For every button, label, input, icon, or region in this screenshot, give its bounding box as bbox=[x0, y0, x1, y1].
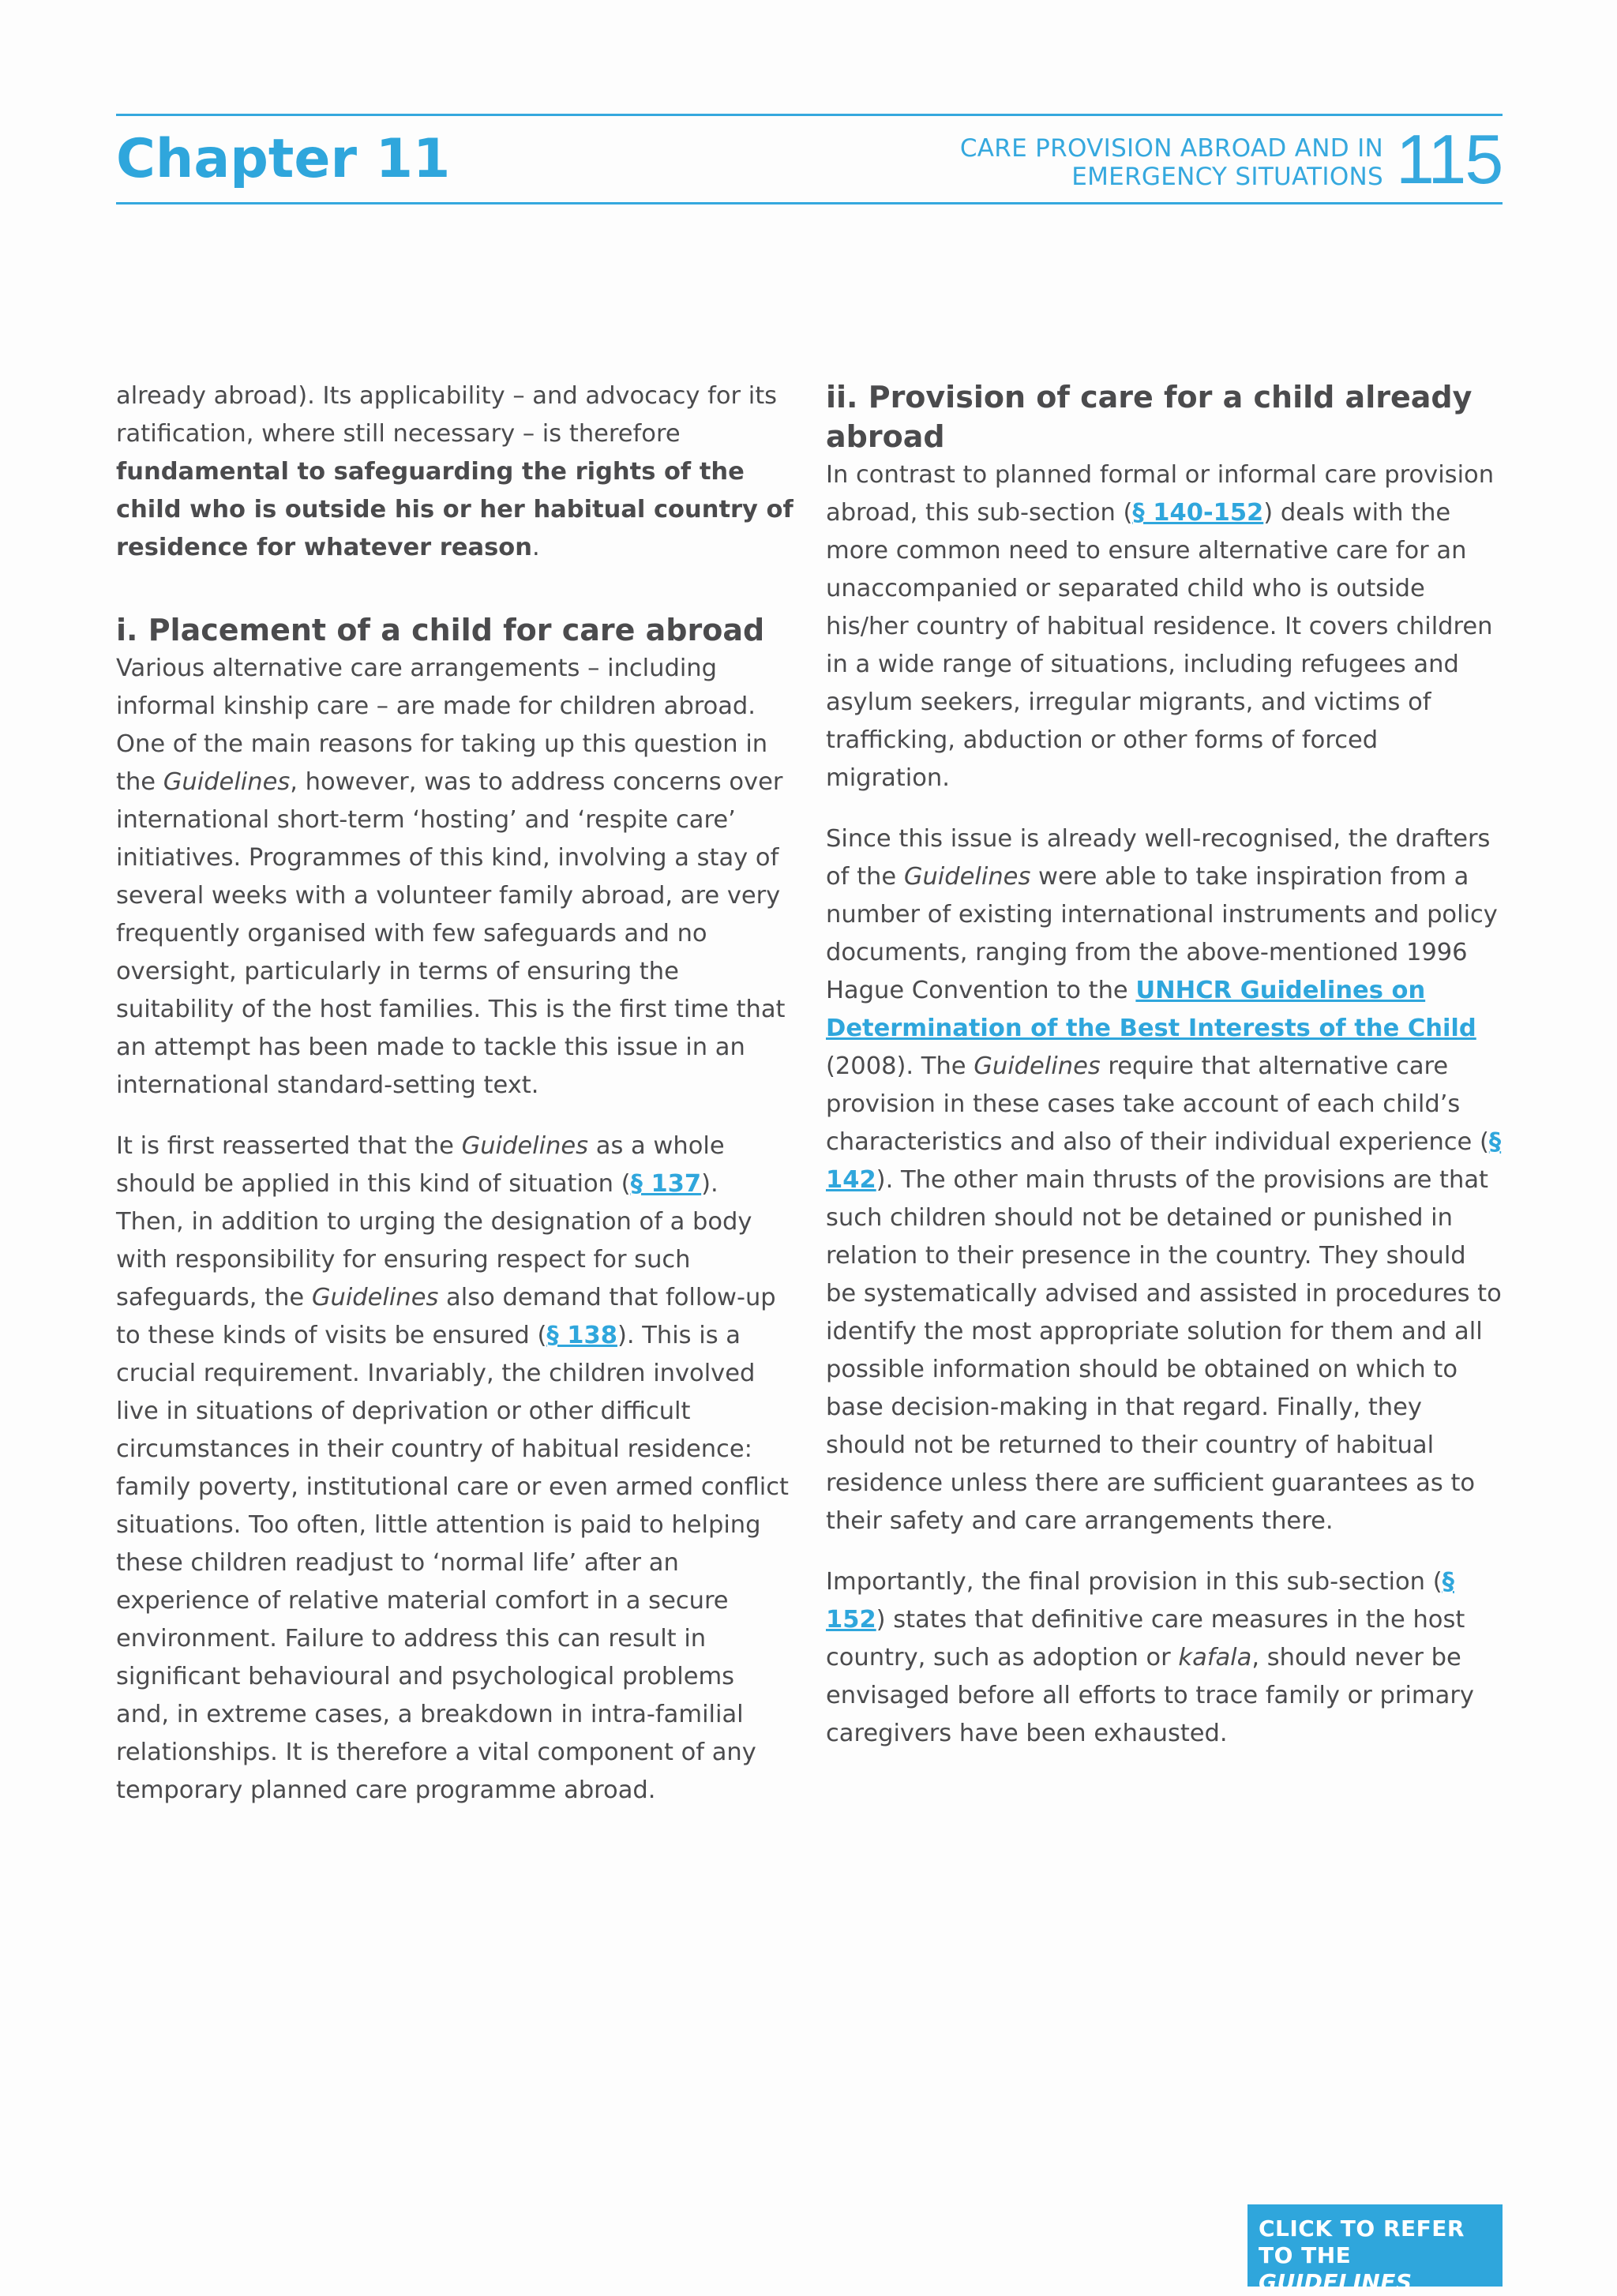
italic-run: kafala bbox=[1178, 1644, 1252, 1671]
text-run: ). Then, in addition to urging the designation of a body with responsibility for ensuring respect for such safeguards, the bbox=[116, 1170, 752, 1311]
text-run: require that alternative care provision in these cases take account of each child’s characteristics and also of their individual experience ( bbox=[826, 1052, 1489, 1156]
text-run: ). The other main thrusts of the provisions are that such children should not be detained or punished in relation to their presence in the country. They should be systematically advised and assisted in procedures to identify the most appropriate solution for them and all possible information should be obtained on which to base decision-making in that regard. Finally, they should not be returned to their country of habitual residence unless there are sufficient guarantees as to their safety and care arrangements there. bbox=[826, 1166, 1502, 1535]
text-run: (2008). The bbox=[826, 1052, 974, 1080]
header-rule-top bbox=[116, 114, 1503, 116]
heading-placement-abroad: i. Placement of a child for care abroad bbox=[116, 613, 765, 647]
ref-link-142[interactable]: § 142 bbox=[826, 1128, 1502, 1194]
cta-line1: CLICK TO REFER bbox=[1259, 2215, 1465, 2242]
text-run: also demand that follow-up to these kinds of visits be ensured ( bbox=[116, 1284, 776, 1349]
section-title bbox=[941, 134, 1383, 191]
italic-run: Guidelines bbox=[311, 1284, 439, 1311]
paragraph-placement-2 bbox=[116, 1127, 793, 1810]
text-run: , should never be envisaged before all efforts to trace family or primary caregivers have been exhausted. bbox=[826, 1644, 1474, 1747]
intro-paragraph bbox=[116, 377, 793, 567]
text-run: , however, was to address concerns over international short-term ‘hosting’ and ‘respite care’ initiatives. Programmes of this kind, involving a stay of several weeks with a volunteer family abroad, are very frequently organised with few safeguards and no oversight, particularly in terms of ensuring the suitability of the host families. This is the first time that an attempt has been made to tackle this issue in an international standard-setting text. bbox=[116, 768, 786, 1099]
text-run: In contrast to planned formal or informal care provision abroad, this sub-section ( bbox=[826, 461, 1495, 527]
italic-run: Guidelines bbox=[974, 1052, 1101, 1080]
italic-run: Guidelines bbox=[903, 863, 1031, 891]
paragraph-abroad-1 bbox=[826, 456, 1503, 797]
text-run: were able to take inspiration from a number of existing international instruments and policy documents, ranging from the above-mentioned 1996 Hague Convention to the bbox=[826, 863, 1498, 1004]
ref-link-137[interactable]: § 137 bbox=[630, 1170, 702, 1198]
ref-link-140-152[interactable]: § 140-152 bbox=[1132, 499, 1264, 527]
text-run: already abroad). Its applicability – and advocacy for its ratification, where still necessary – is therefore bbox=[116, 382, 778, 448]
text-run: as a whole should be applied in this kind of situation ( bbox=[116, 1132, 725, 1198]
heading-care-already-abroad: ii. Provision of care for a child already abroad bbox=[826, 380, 1473, 454]
text-run: . bbox=[531, 534, 540, 561]
bold-run: fundamental to safeguarding the rights of the child who is outside his or her habitual country of residence for whatever reason bbox=[116, 458, 793, 561]
text-run: It is first reasserted that the bbox=[116, 1132, 462, 1160]
cta-line2 bbox=[1259, 2242, 1503, 2296]
ref-link-152[interactable]: § 152 bbox=[826, 1568, 1454, 1634]
italic-run: Guidelines bbox=[163, 768, 291, 796]
refer-to-guidelines-button[interactable] bbox=[1247, 2204, 1503, 2295]
section-title-line1: CARE PROVISION ABROAD AND IN bbox=[959, 134, 1383, 163]
chapter-label: Chapter 11 bbox=[116, 128, 451, 190]
paragraph-placement-1 bbox=[116, 650, 793, 1105]
section-title-line2: EMERGENCY SITUATIONS bbox=[1071, 163, 1383, 191]
italic-run: Guidelines bbox=[461, 1132, 589, 1160]
paragraph-abroad-3 bbox=[826, 1563, 1503, 1753]
text-run: ) deals with the more common need to ensure alternative care for an unaccompanied or separated child who is outside his/her country of habitual residence. It covers children in a wide range of situations, including refugees and asylum seekers, irregular migrants, and victims of trafficking, abduction or other forms of forced migration. bbox=[826, 499, 1493, 792]
ref-link-138[interactable]: § 138 bbox=[546, 1322, 617, 1349]
page-number: 115 bbox=[1396, 120, 1503, 198]
text-run: Since this issue is already well-recognised, the drafters of the bbox=[826, 825, 1491, 891]
text-run: Importantly, the final provision in this sub-section ( bbox=[826, 1568, 1443, 1596]
cta-line2-prefix: TO THE bbox=[1259, 2242, 1352, 2268]
paragraph-abroad-2 bbox=[826, 820, 1503, 1540]
text-run: Various alternative care arrangements – including informal kinship care – are made for children abroad. One of the main reasons for taking up this question in the bbox=[116, 655, 768, 796]
header-rule-bottom bbox=[116, 202, 1503, 204]
unhcr-guidelines-link[interactable]: UNHCR Guidelines on Determination of the Best Interests of the Child bbox=[826, 977, 1476, 1042]
left-column bbox=[116, 377, 793, 1833]
right-column bbox=[826, 377, 1503, 1776]
cta-line2-italic: GUIDELINES bbox=[1259, 2269, 1413, 2295]
text-run: ) states that definitive care measures in the host country, such as adoption or bbox=[826, 1606, 1465, 1671]
text-run: ). This is a crucial requirement. Invariably, the children involved live in situations of deprivation or other difficult circumstances in their country of habitual residence: family poverty, institutional care or even armed conflict situations. Too often, little attention is paid to helping these children readjust to ‘normal life’ after an experience of relative material comfort in a secure environment. Failure to address this can result in significant behavioural and psychological problems and, in extreme cases, a breakdown in intra-familial relationships. It is therefore a vital component of any temporary planned care programme abroad. bbox=[116, 1322, 789, 1804]
